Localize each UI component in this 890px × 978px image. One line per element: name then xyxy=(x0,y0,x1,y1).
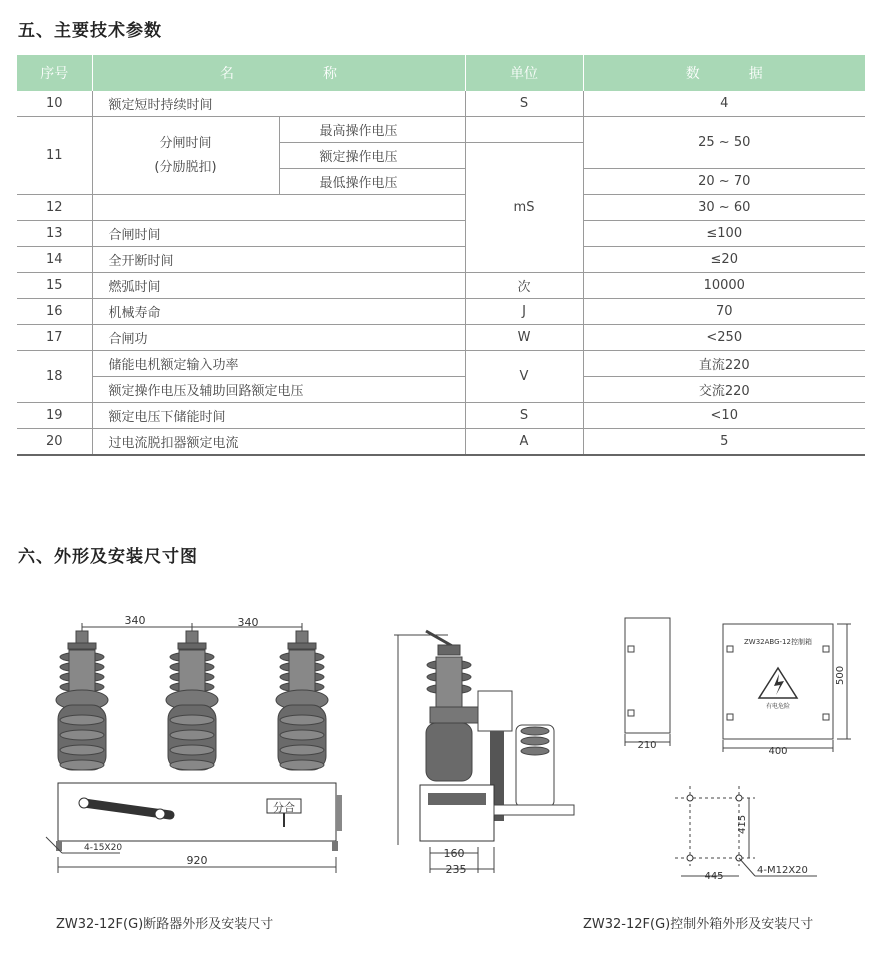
row-unit: W xyxy=(465,325,583,351)
dim-holes-breaker: 4-15X20 xyxy=(84,843,123,853)
row-value: 直流220 xyxy=(583,351,865,377)
technical-parameters-table xyxy=(17,55,865,456)
row-name: 燃弧时间 xyxy=(92,273,465,299)
row-name: 机械寿命 xyxy=(92,299,465,325)
row-name-line2: (分励脱扣) xyxy=(154,159,217,175)
table-row xyxy=(17,247,865,273)
row-value: ≤20 xyxy=(583,247,865,273)
row-name: 额定操作电压及辅助回路额定电压 xyxy=(92,377,465,403)
row-value: 4 xyxy=(583,91,865,117)
row-name: 额定短时持续时间 xyxy=(92,91,465,117)
row-seq: 18 xyxy=(17,351,92,403)
row-name: 合闸功 xyxy=(92,325,465,351)
table-row xyxy=(17,299,865,325)
row-value: 25 ~ 50 xyxy=(583,117,865,169)
table-row xyxy=(17,195,865,221)
table-row xyxy=(17,403,865,429)
dim-340-left: 340 xyxy=(124,614,146,627)
row-seq: 17 xyxy=(17,325,92,351)
row-unit: mS xyxy=(465,143,583,273)
table-row xyxy=(17,117,865,143)
row-seq: 15 xyxy=(17,273,92,299)
table-row xyxy=(17,273,865,299)
row-unit: J xyxy=(465,299,583,325)
row-subname: 最高操作电压 xyxy=(279,117,465,143)
table-header-row xyxy=(17,55,865,91)
control-box-drawing xyxy=(615,610,865,890)
dim-445: 445 xyxy=(704,871,724,882)
row-name: 储能电机额定输入功率 xyxy=(92,351,465,377)
row-unit: S xyxy=(465,403,583,429)
row-name: 全开断时间 xyxy=(92,247,465,273)
row-seq: 12 xyxy=(17,195,92,221)
header-name xyxy=(92,55,465,91)
dim-235: 235 xyxy=(445,863,467,876)
row-subname: 最低操作电压 xyxy=(279,169,465,195)
header-data-b: 据 xyxy=(748,66,763,82)
row-value: 30 ~ 60 xyxy=(583,195,865,221)
warning-text: 有电危险 xyxy=(765,703,791,710)
row-name-empty xyxy=(92,195,465,221)
section-5-title: 五、主要技术参数 xyxy=(18,21,162,41)
table-row xyxy=(17,429,865,456)
row-name: 额定电压下储能时间 xyxy=(92,403,465,429)
table-row xyxy=(17,325,865,351)
row-value: 交流220 xyxy=(583,377,865,403)
dim-holes-box: 4-M12X20 xyxy=(757,865,808,876)
row-seq: 20 xyxy=(17,429,92,456)
row-seq: 14 xyxy=(17,247,92,273)
header-unit: 单位 xyxy=(465,55,583,91)
row-seq: 19 xyxy=(17,403,92,429)
row-name: 合闸时间 xyxy=(92,221,465,247)
row-unit-empty xyxy=(465,117,583,143)
row-value: ≤100 xyxy=(583,221,865,247)
dim-920: 920 xyxy=(186,854,208,867)
box-title: ZW32ABG-12控制箱 xyxy=(744,638,812,646)
caption-control-box: ZW32-12F(G)控制外箱外形及安装尺寸 xyxy=(583,917,814,932)
table-row xyxy=(17,351,865,377)
header-data xyxy=(583,55,865,91)
row-value: 10000 xyxy=(583,273,865,299)
dim-160: 160 xyxy=(443,847,465,860)
table-row xyxy=(17,221,865,247)
dim-400: 400 xyxy=(768,746,788,757)
dim-340-right: 340 xyxy=(237,616,259,629)
row-seq: 11 xyxy=(17,117,92,195)
header-name-a: 名 xyxy=(220,66,235,82)
row-name xyxy=(92,117,279,195)
breaker-front-drawing xyxy=(40,605,360,880)
header-seq: 序号 xyxy=(17,55,92,91)
dim-500: 500 xyxy=(835,665,846,685)
insulator-pole xyxy=(56,631,108,770)
row-seq: 10 xyxy=(17,91,92,117)
header-data-a: 数 xyxy=(685,66,700,82)
row-value: <250 xyxy=(583,325,865,351)
dim-415: 415 xyxy=(737,814,748,834)
switch-label: 分合 xyxy=(273,801,295,814)
row-name-line1: 分闸时间 xyxy=(159,135,212,151)
caption-breaker: ZW32-12F(G)断路器外形及安装尺寸 xyxy=(56,917,274,932)
dim-210: 210 xyxy=(637,740,657,751)
row-subname: 额定操作电压 xyxy=(279,143,465,169)
row-value: 70 xyxy=(583,299,865,325)
row-value: 5 xyxy=(583,429,865,456)
row-seq: 13 xyxy=(17,221,92,247)
row-unit: S xyxy=(465,91,583,117)
section-6-title: 六、外形及安装尺寸图 xyxy=(18,547,198,567)
row-value: 20 ~ 70 xyxy=(583,169,865,195)
row-seq: 16 xyxy=(17,299,92,325)
row-unit: V xyxy=(465,351,583,403)
table-row xyxy=(17,377,865,403)
insulator-pole xyxy=(276,631,328,770)
row-value: <10 xyxy=(583,403,865,429)
row-unit: A xyxy=(465,429,583,456)
insulator-pole xyxy=(166,631,218,770)
row-name: 过电流脱扣器额定电流 xyxy=(92,429,465,456)
header-name-b: 称 xyxy=(322,66,337,82)
table-row xyxy=(17,91,865,117)
breaker-side-drawing xyxy=(390,625,585,880)
row-unit: 次 xyxy=(465,273,583,299)
